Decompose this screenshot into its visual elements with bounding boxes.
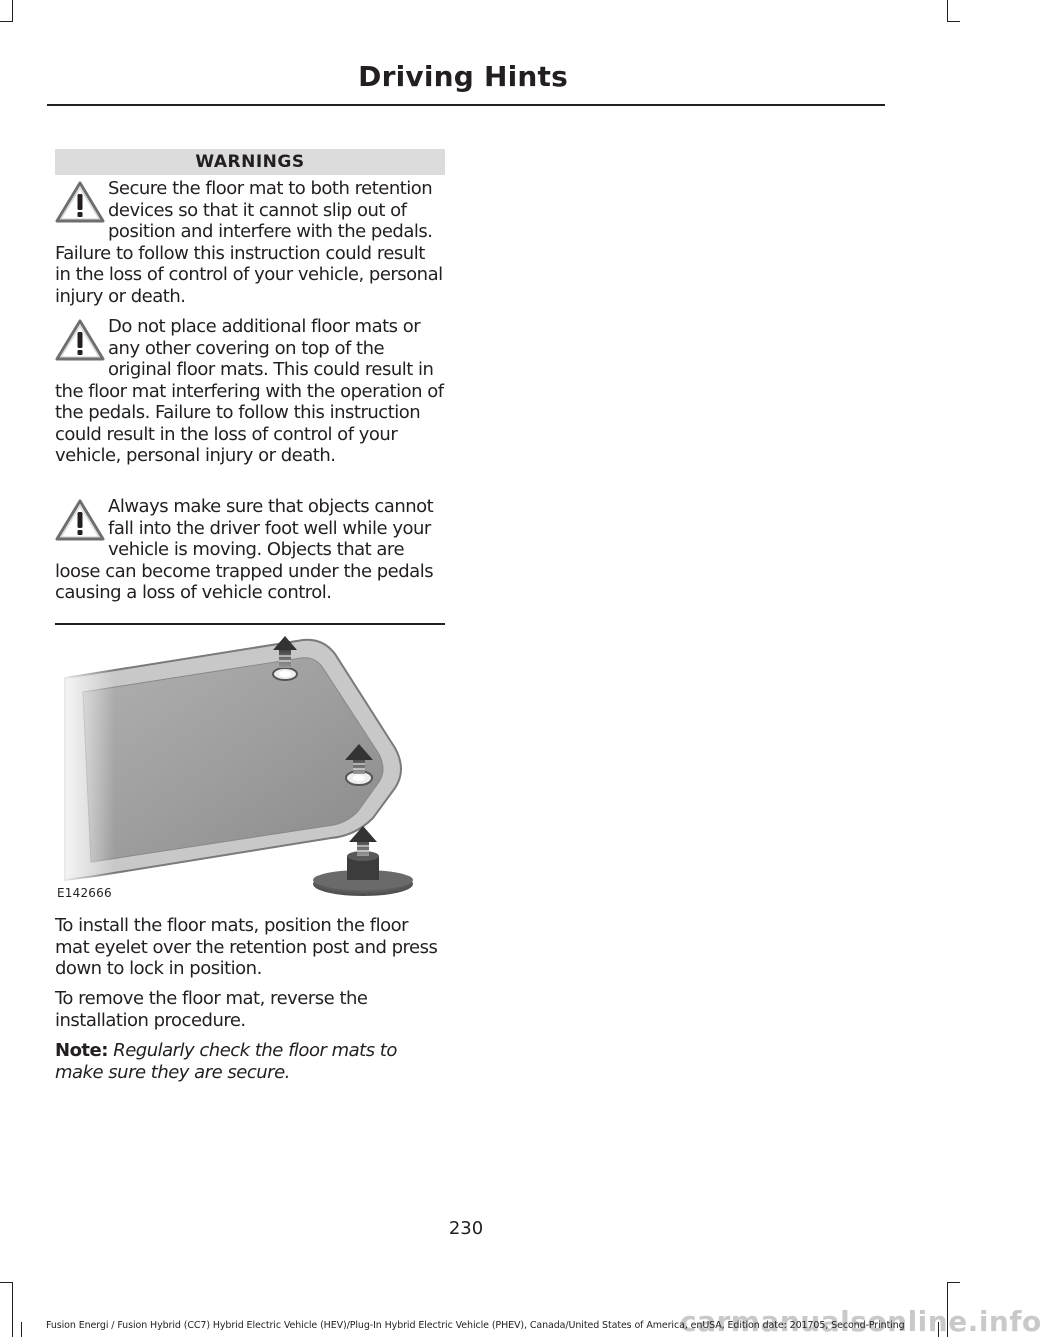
note-label: Note: (55, 1040, 108, 1061)
warning-text: Secure the floor mat to both retention devices so that it cannot slip out of position and interfere with the pedals. Failure to follow this instruction could result in the loss of control of your vehicle, personal injury or death. (55, 178, 443, 307)
crop-mark (12, 0, 13, 22)
warnings-heading: WARNINGS (55, 149, 445, 175)
crop-mark (12, 1282, 13, 1337)
page-number: 230 (448, 1218, 484, 1239)
warning-item (55, 496, 445, 604)
warning-item (55, 316, 445, 467)
note-paragraph (55, 1040, 447, 1083)
remove-instructions: To remove the floor mat, reverse the installation procedure. (55, 988, 368, 1031)
warning-text: Do not place additional floor mats or any other covering on top of the original floor mats. This could result in the floor mat interfering with the operation of the pedals. Failure to follow this instruction could result in the loss of control of your vehicle, personal injury or death. (55, 316, 444, 466)
watermark: carmanualsonline.info (680, 1305, 1042, 1338)
warning-item (55, 178, 445, 307)
crop-mark (947, 1282, 960, 1283)
warning-triangle-icon (55, 498, 105, 546)
footer-text: Fusion Energi / Fusion Hybrid (CC7) Hybrid Electric Vehicle (HEV)/Plug-In Hybrid Electric Vehicle (PHEV), Canada/United States of America, enUSA, Edition date: 201705, Second-Printing (46, 1320, 905, 1331)
warnings-bottom-rule (55, 623, 445, 625)
floor-mat-illustration (55, 630, 445, 905)
note-text: Regularly check the floor mats to make sure they are secure. (55, 1040, 397, 1083)
warning-text: Always make sure that objects cannot fall into the driver foot well while your vehicle is moving. Objects that are loose can become trapped under the pedals causing a loss of vehicle control. (55, 496, 434, 603)
header-divider (47, 104, 885, 106)
crop-mark (0, 21, 13, 22)
crop-mark (21, 1322, 22, 1337)
section-title: Driving Hints (358, 60, 568, 93)
warning-triangle-icon (55, 180, 105, 228)
install-instructions: To install the floor mats, position the floor mat eyelet over the retention post and press down to lock in position. (55, 915, 438, 979)
warning-triangle-icon (55, 318, 105, 366)
figure-label: E142666 (57, 886, 112, 900)
crop-mark (947, 21, 960, 22)
crop-mark (947, 0, 948, 22)
